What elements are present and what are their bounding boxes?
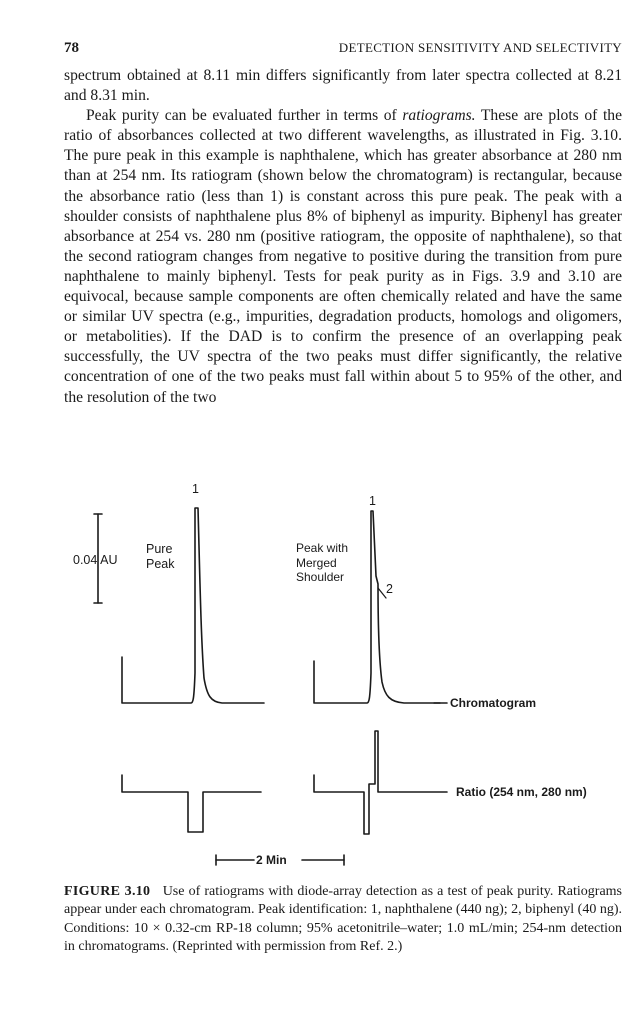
shoulder-peak-trace <box>314 511 440 703</box>
shoulder-peak-label: Peak with Merged Shoulder <box>296 541 349 584</box>
chromatogram-label: Chromatogram <box>450 696 537 710</box>
paragraph-2-body: These are plots of the ratio of absorbances collected at two different wavelengths, as illustrated in Fig. 3.10. The pure peak in this example is naphthalene, which has greater absorbance at 280 nm than at 254 nm. Its ratiogram (shown below the chromatogram) is rectangular, because the absorbance ratio (less than 1) is constant across this pure peak. The peak with a shoulder consists of naphthalene plus 8% of biphenyl as impurity. Biphenyl has greater absorbance at 254 vs. 280 nm (positive ratiogram, the opposite of naphthalene), so that the second ratiogram changes from negative to positive during the transition from pure naphthalene to mainly biphenyl. Tests for peak purity as in Figs. 3.9 and 3.10 are equivocal, because sample components are often chemically related and have the same or similar UV spectra (e.g., impurities, degradation products, homologs and oligomers, or metabolities). If the DAD is to confirm the presence of an overlapping peak successfully, the UV spectra of the two peaks must differ significantly, the relative concentration of one of the two peaks must fall within about 5 to 95% of the other, and the resolution of the two <box>64 107 622 406</box>
peak-2-arrow <box>378 588 386 598</box>
page-header <box>64 40 622 57</box>
scale-label: 0.04 AU <box>73 553 118 567</box>
figure-plot <box>64 478 622 880</box>
ratiograms-term: ratiograms. <box>402 107 476 125</box>
paragraph-2-intro: Peak purity can be evaluated further in terms of <box>86 107 403 125</box>
ratio-label: Ratio (254 nm, 280 nm) <box>456 785 587 799</box>
shoulder-ratiogram-trace <box>314 731 447 834</box>
pure-peak-label: Pure Peak <box>146 542 175 571</box>
pure-peak-trace <box>122 508 264 703</box>
peak-2-label: 2 <box>386 582 393 596</box>
pure-ratiogram-trace <box>122 775 261 832</box>
paragraph-1: spectrum obtained at 8.11 min differs significantly from later spectra collected at 8.21 and 8.31 min. <box>64 67 622 105</box>
caption-label: FIGURE 3.10 <box>64 884 151 899</box>
peak-1-label-shoulder: 1 <box>369 494 376 508</box>
caption-text: Use of ratiograms with diode-array detection as a test of peak purity. Ratiograms appear under each chromatogram. Peak identification: 1, naphthalene (440 ng); 2, biphenyl (40 ng). Conditions: 10 × 0.32-cm RP-18 column; 95% acetonitrile–water; 1.0 mL/min; 254-nm detection in chromatograms. (Reprinted with permission from Ref. 2.) <box>64 884 622 954</box>
figure-caption <box>64 883 622 956</box>
figure-3-10 <box>64 478 622 880</box>
paragraph-2 <box>64 106 622 407</box>
time-scale-label: 2 Min <box>256 853 287 867</box>
running-head: DETECTION SENSITIVITY AND SELECTIVITY <box>338 40 622 55</box>
peak-1-label-pure: 1 <box>192 482 199 496</box>
body-text <box>64 66 622 408</box>
page-number: 78 <box>64 40 79 56</box>
